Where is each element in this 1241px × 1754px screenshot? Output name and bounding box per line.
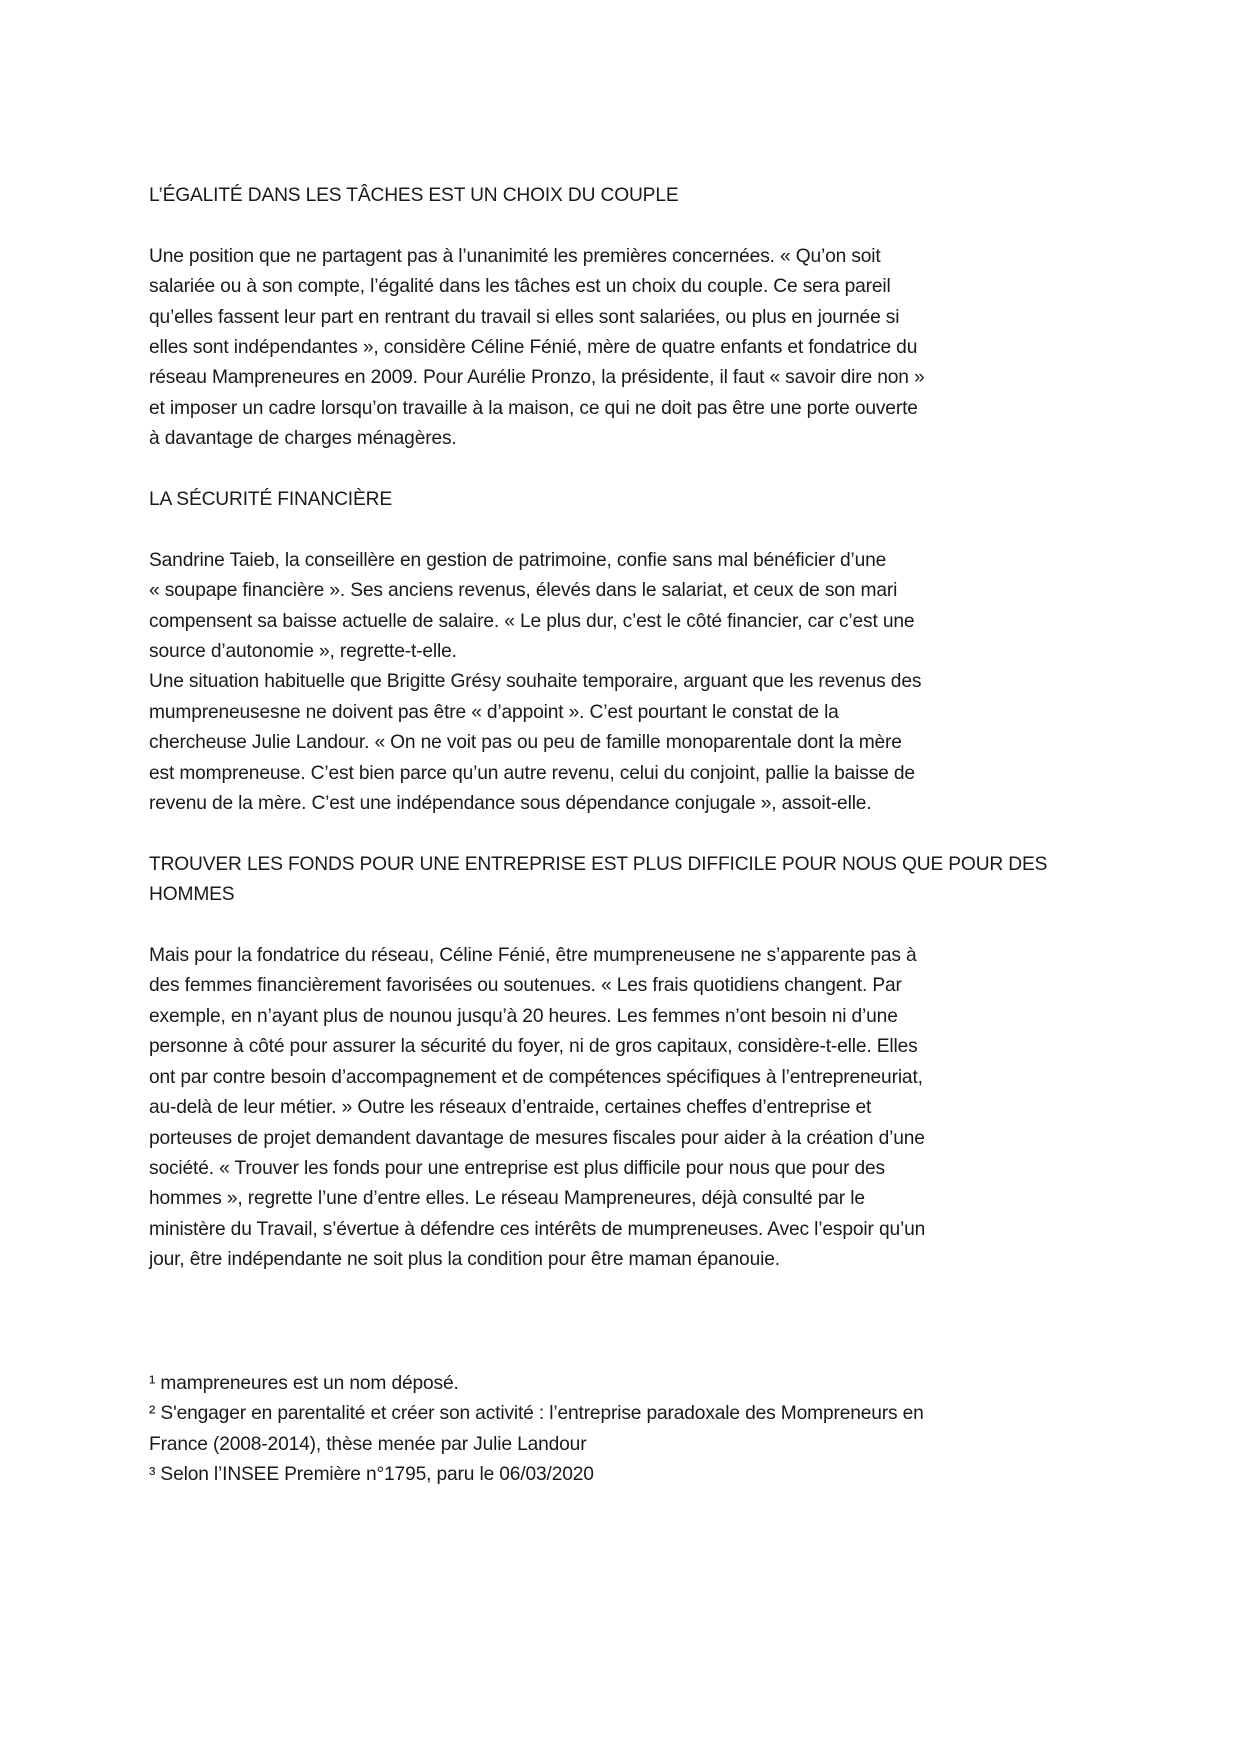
- section-heading: TROUVER LES FONDS POUR UNE ENTREPRISE EST PLUS DIFFICILE POUR NOUS QUE POUR DES: [149, 853, 1048, 875]
- paragraph: [149, 667, 1109, 819]
- text-line: exemple, en n’ayant plus de nounou jusqu’à 20 heures. Les femmes n’ont besoin ni d’une: [149, 1005, 898, 1027]
- text-line: source d’autonomie », regrette-t-elle.: [149, 641, 457, 663]
- paragraph: [149, 242, 1109, 455]
- text-line: jour, être indépendante ne soit plus la condition pour être maman épanouie.: [149, 1249, 780, 1271]
- section-trouver-les-fonds: [149, 850, 1109, 1276]
- text-line: Une position que ne partagent pas à l’unanimité les premières concernées. « Qu’on soit: [149, 245, 881, 267]
- section-egalite: [149, 181, 1109, 455]
- text-line: compensent sa baisse actuelle de salaire. « Le plus dur, c’est le côté financier, car c’est une: [149, 610, 915, 632]
- paragraph: [149, 546, 1109, 668]
- text-line: Sandrine Taieb, la conseillère en gestion de patrimoine, confie sans mal bénéficier d’une: [149, 549, 887, 571]
- text-line: mumpreneusesne ne doivent pas être « d’appoint ». C’est pourtant le constat de la: [149, 701, 839, 723]
- section-heading: HOMMES: [149, 884, 235, 906]
- text-line: Une situation habituelle que Brigitte Grésy souhaite temporaire, arguant que les revenus des: [149, 671, 922, 693]
- text-line: société. « Trouver les fonds pour une entreprise est plus difficile pour nous que pour des: [149, 1157, 885, 1179]
- spacer: [149, 515, 1109, 545]
- text-line: est mompreneuse. C’est bien parce qu’un autre revenu, celui du conjoint, pallie la baisse de: [149, 762, 915, 784]
- spacer: [149, 911, 1109, 941]
- text-line: réseau Mampreneures en 2009. Pour Aurélie Pronzo, la présidente, il faut « savoir dire non »: [149, 367, 925, 389]
- text-line: à davantage de charges ménagères.: [149, 428, 457, 450]
- footnote-1: ¹ mampreneures est un nom déposé.: [149, 1373, 459, 1394]
- footnote-2-continued: France (2008-2014), thèse menée par Julie Landour: [149, 1433, 587, 1455]
- spacer: [149, 455, 1109, 485]
- text-line: hommes », regrette l’une d’entre elles. Le réseau Mampreneures, déjà consulté par le: [149, 1188, 865, 1210]
- text-line: au-delà de leur métier. » Outre les réseaux d’entraide, certaines cheffes d’entreprise et: [149, 1097, 872, 1119]
- section-heading: LA SÉCURITÉ FINANCIÈRE: [149, 489, 392, 511]
- text-line: Mais pour la fondatrice du réseau, Céline Fénié, être mumpreneusene ne s’apparente pas à: [149, 945, 917, 967]
- text-line: salariée ou à son compte, l’égalité dans les tâches est un choix du couple. Ce sera pareil: [149, 276, 891, 298]
- spacer: [149, 211, 1109, 241]
- document-body: [149, 181, 1109, 1276]
- text-line: elles sont indépendantes », considère Céline Fénié, mère de quatre enfants et fondatrice du: [149, 337, 918, 359]
- text-line: et imposer un cadre lorsqu’on travaille à la maison, ce qui ne doit pas être une porte ouverte: [149, 397, 918, 419]
- text-line: des femmes financièrement favorisées ou soutenues. « Les frais quotidiens changent. Par: [149, 975, 902, 997]
- text-line: revenu de la mère. C’est une indépendance sous dépendance conjugale », assoit-elle.: [149, 793, 872, 815]
- paragraph: [149, 941, 1109, 1275]
- text-line: chercheuse Julie Landour. « On ne voit pas ou peu de famille monoparentale dont la mère: [149, 732, 902, 754]
- text-line: porteuses de projet demandent davantage de mesures fiscales pour aider à la création d’une: [149, 1127, 925, 1149]
- text-line: ont par contre besoin d’accompagnement et de compétences spécifiques à l’entrepreneuriat,: [149, 1066, 923, 1088]
- text-line: ministère du Travail, s’évertue à défendre ces intérêts de mumpreneuses. Avec l’espoir qu’un: [149, 1218, 926, 1240]
- text-line: « soupape financière ». Ses anciens revenus, élevés dans le salariat, et ceux de son mari: [149, 580, 898, 602]
- spacer: [149, 819, 1109, 849]
- section-securite-financiere: [149, 485, 1109, 819]
- section-heading: L’ÉGALITÉ DANS LES TÂCHES EST UN CHOIX DU COUPLE: [149, 185, 679, 206]
- text-line: qu’elles fassent leur part en rentrant du travail si elles sont salariées, ou plus en journée si: [149, 306, 900, 328]
- footnotes: [149, 1369, 1109, 1491]
- footnote-3: ³ Selon l’INSEE Première n°1795, paru le 06/03/2020: [149, 1464, 594, 1486]
- text-line: personne à côté pour assurer la sécurité du foyer, ni de gros capitaux, considère-t-elle. Elles: [149, 1036, 918, 1058]
- footnote-2: ² S'engager en parentalité et créer son activité : l’entreprise paradoxale des Mompreneurs en: [149, 1403, 924, 1425]
